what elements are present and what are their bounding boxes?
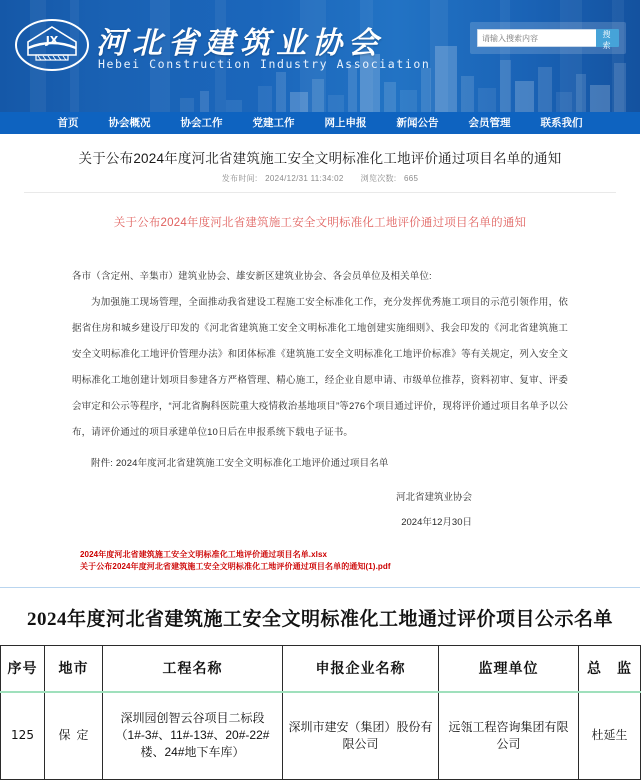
publish-time-value: 2024/12/31 11:34:02 bbox=[265, 174, 344, 183]
association-emblem-icon bbox=[14, 17, 90, 73]
signature-date: 2024年12月30日 bbox=[401, 517, 472, 528]
article-attachment-line: 附件: 2024年度河北省建筑施工安全文明标准化工地评价通过项目名单 bbox=[91, 458, 389, 469]
column-header-no: 序号 bbox=[1, 646, 45, 692]
column-header-city: 地市 bbox=[45, 646, 103, 692]
column-header-chief: 总 监 bbox=[579, 646, 641, 692]
cell-no: 125 bbox=[1, 692, 45, 780]
cell-city: 保定 bbox=[45, 692, 103, 780]
site-banner bbox=[0, 0, 640, 112]
article-signature bbox=[72, 477, 568, 535]
column-header-company: 申报企业名称 bbox=[283, 646, 439, 692]
article-meta bbox=[0, 167, 640, 184]
table-row bbox=[1, 692, 641, 780]
search-panel bbox=[470, 22, 626, 54]
cell-project: 深圳园创智云谷项目二标段（1#-3#、11#-13#、20#-22#楼、24#地下车库） bbox=[103, 692, 283, 780]
table-header-row bbox=[1, 646, 641, 692]
page-title: 关于公布2024年度河北省建筑施工安全文明标准化工地评价通过项目名单的通知 bbox=[78, 151, 562, 166]
attachment-link-pdf[interactable]: 关于公布2024年度河北省建筑施工安全文明标准化工地评价通过项目名单的通知(1).pdf bbox=[80, 562, 391, 571]
views-label: 浏览次数: bbox=[360, 174, 397, 183]
publish-time-label: 发布时间: bbox=[221, 174, 258, 183]
publication-table bbox=[0, 645, 641, 780]
column-header-project: 工程名称 bbox=[103, 646, 283, 692]
nav-item-contact[interactable]: 联系我们 bbox=[540, 117, 583, 129]
publication-title: 2024年度河北省建筑施工安全文明标准化工地通过评价项目公示名单 bbox=[26, 609, 613, 630]
attachment-list bbox=[0, 535, 640, 573]
attachment-link-xlsx[interactable]: 2024年度河北省建筑施工安全文明标准化工地评价通过项目名单.xlsx bbox=[80, 550, 328, 559]
article-body bbox=[0, 230, 640, 535]
nav-item-party[interactable]: 党建工作 bbox=[252, 117, 295, 129]
article-paragraph-main: 为加强施工现场管理，全面推动我省建设工程施工安全标准化工作，充分发挥优秀施工项目的示范引领作用，依据省住房和城乡建设厅印发的《河北省建筑施工安全文明标准化工地创建实施细则》、我会印发的《河北省建筑施工安全文明标准化工地评价管理办法》和团体标准《建筑施工安全文明标准化工地评价标准》等有关规定，列入安全文明标准化工地创建计划项目参建各方严格管理、精心施工，经企业自愿申请、市级单位推荐，资料初审、复审、评委会审定和公示等程序，“河北省胸科医院重大疫情救治基地项目”等276个项目通过评价，现将评价通过项目名单予以公布，请评价通过的项目承建单位10日后在申报系统下载电子证书。 bbox=[72, 297, 568, 438]
nav-item-overview[interactable]: 协会概况 bbox=[108, 117, 151, 129]
nav-item-work[interactable]: 协会工作 bbox=[180, 117, 223, 129]
site-brand-en: Hebei Construction Industry Association bbox=[98, 57, 431, 71]
nav-item-news[interactable]: 新闻公告 bbox=[396, 117, 439, 129]
cell-company: 深圳市建安（集团）股份有限公司 bbox=[283, 692, 439, 780]
cell-chief: 杜延生 bbox=[579, 692, 641, 780]
signature-organization: 河北省建筑业协会 bbox=[395, 492, 472, 503]
cell-supervisor-unit: 远瓴工程咨询集团有限公司 bbox=[439, 692, 579, 780]
main-navigation bbox=[0, 112, 640, 136]
nav-item-home[interactable]: 首页 bbox=[57, 117, 79, 129]
nav-item-members[interactable]: 会员管理 bbox=[468, 117, 511, 129]
views-count: 665 bbox=[403, 174, 419, 183]
nav-item-online-declaration[interactable]: 网上申报 bbox=[324, 117, 367, 129]
article-red-heading: 关于公布2024年度河北省建筑施工安全文明标准化工地评价通过项目名单的通知 bbox=[113, 217, 527, 229]
search-button[interactable]: 搜 索 bbox=[596, 29, 619, 47]
article bbox=[0, 136, 640, 588]
column-header-supervisor-unit: 监理单位 bbox=[439, 646, 579, 692]
site-brand-cn: 河北省建筑业协会 bbox=[96, 27, 384, 60]
svg-text:JX: JX bbox=[45, 34, 59, 47]
search-input[interactable] bbox=[477, 29, 596, 47]
publication-document bbox=[0, 588, 640, 780]
article-paragraph-salutation: 各市（含定州、辛集市）建筑业协会、雄安新区建筑业协会、各会员单位及相关单位: bbox=[72, 271, 432, 282]
